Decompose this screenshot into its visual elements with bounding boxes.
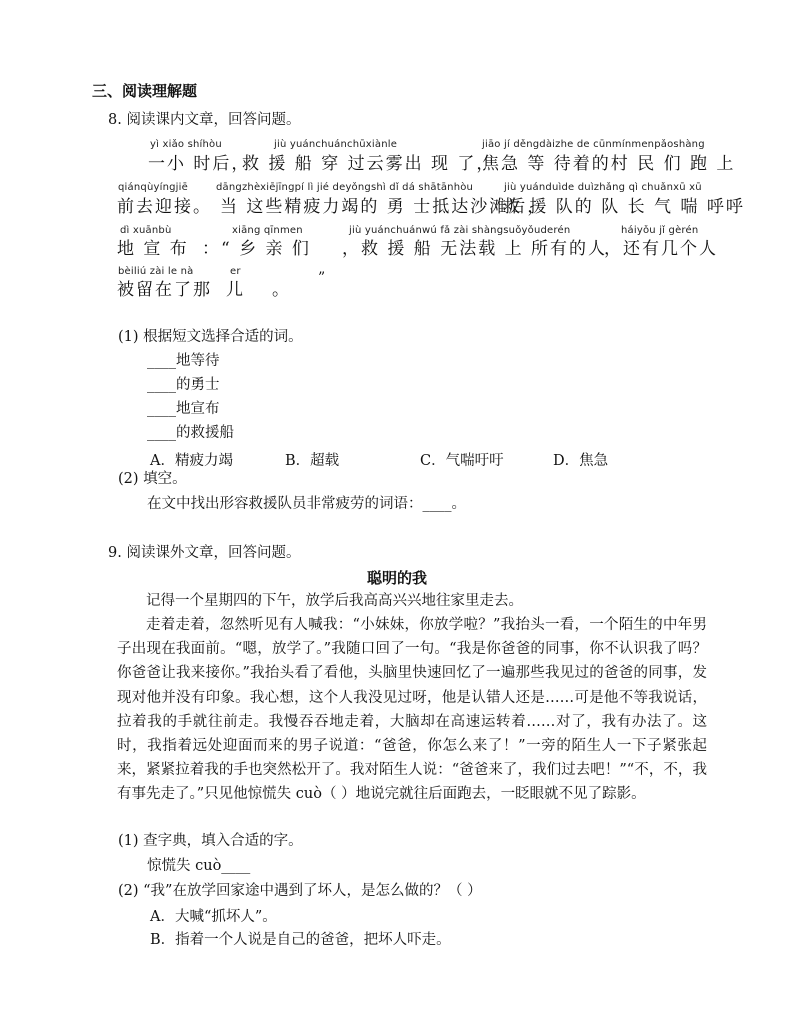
pinyin: háiyǒu jǐ gèrén: [621, 225, 699, 236]
option-d: D．焦急: [553, 453, 609, 469]
article-paragraph: 走着走着，忽然听见有人喊我：“小妹妹，你放学啦？”我抬头一看，一个陌生的中年男子出现在我面前。“嗯，放学了。”我随口回了一句。“我是你爸爸的同事，你不认识我了吗？你爸爸让我来接你。”我抬头看了看他，头脑里快速回忆了一遍那些我见过的爸爸的同事，发现对他并没有印象。我心想，这个人我没见过呀，他是认错人还是……可是他不等我说话，拉着我的手就往前走。我慢吞吞地走着，大脑却在高速运转着……对了，我有办法了。这时，我指着远处迎面而来的男子说道：“爸爸，你怎么来了！”一旁的陌生人一下子紧张起来，紧紧拉着我的手也突然松开了。我对陌生人说：“爸爸来了，我们过去吧！”“不，不，我有事先走了。”只见他惊慌失 cuò（ ）地说完就往后面跑去，一眨眼就不见了踪影。: [117, 617, 707, 803]
pinyin: dāngzhèxiējīngpí lì jié deyǒngshì dǐ dá shātānhòu: [216, 182, 474, 193]
passage-text: 当 这些精疲力竭的 勇 士抵达沙滩后，: [220, 197, 547, 217]
passage-text: 地 宣 布: [117, 239, 189, 259]
subquestion-prompt: (1) 根据短文选择合适的词。: [118, 329, 303, 345]
pinyin: er: [230, 266, 241, 277]
fill-blank-item: 惊慌失 cuò____: [147, 858, 251, 874]
section-title: 三、阅读理解题: [92, 82, 198, 100]
fill-blank-item: ____的勇士: [147, 377, 220, 393]
question-8-stem: 8. 阅读课内文章，回答问题。: [108, 112, 301, 128]
subquestion-prompt: (1) 查字典，填入合适的字。: [118, 833, 303, 849]
subquestion-prompt: (2) “我”在放学回家途中遇到了坏人，是怎么做的？（ ）: [118, 883, 482, 899]
option-a: A．大喊“抓坏人”。: [150, 909, 277, 925]
article-paragraph: 记得一个星期四的下午，放学后我高高兴兴地往家里走去。: [146, 593, 523, 609]
article-title: 聪明的我: [366, 569, 427, 587]
option-b: B．超载: [285, 453, 340, 469]
passage-text: 儿: [226, 280, 245, 300]
option-b: B．指着一个人说是自己的爸爸，把坏人吓走。: [150, 932, 451, 948]
fill-blank-item: ____的救援船: [147, 425, 234, 441]
pinyin: jiù yuánduìde duìzhǎng qì chuǎnxū xū: [504, 182, 702, 193]
option-c: C．气喘吁吁: [420, 453, 504, 469]
fill-blank-item: ____地宣布: [147, 401, 220, 417]
subquestion-prompt: (2) 填空。: [118, 471, 187, 487]
fill-blank-item: ____地等待: [147, 353, 220, 369]
pinyin: bèiliú zài le nà: [118, 266, 194, 277]
pinyin: yì xiǎo shíhòu: [150, 139, 222, 150]
passage-text: ，还有几个人: [604, 239, 718, 259]
passage-text: ：“ 乡 亲 们: [202, 239, 311, 259]
fill-blank-item: 在文中找出形容救援队员非常疲劳的词语：____。: [147, 496, 466, 512]
pinyin: xiāng qīnmen: [232, 225, 303, 236]
passage-text: 焦急 等 待着的村 民 们 跑 上: [482, 154, 736, 174]
passage-text: 。: [272, 280, 291, 300]
pinyin: jiāo jí děngdàizhe de cūnmínmenpǎoshàng: [482, 139, 705, 150]
passage-text: 被留在了那: [117, 280, 212, 300]
question-9-stem: 9. 阅读课外文章，回答问题。: [108, 545, 301, 561]
passage-text: ”: [318, 270, 328, 286]
passage-text: ，救 援 船 无法载 上 所有的人: [342, 239, 608, 259]
pinyin: dì xuānbù: [120, 225, 172, 236]
pinyin: jiù yuánchuánwú fǎ zài shàngsuǒyǒuderén: [349, 225, 571, 236]
pinyin: qiánqùyíngjiē: [118, 182, 188, 193]
passage-text: 救 援 队的 队 长 气 喘 呼呼: [503, 197, 745, 217]
passage-text: 救 援 船 穿 过云雾出 现 了，: [242, 154, 496, 174]
passage-text: 前去迎接。: [117, 197, 212, 217]
option-a: A．精疲力竭: [150, 453, 233, 469]
passage-text: 一小 时后，: [148, 154, 251, 174]
pinyin: jiù yuánchuánchūxiànle: [274, 139, 398, 150]
